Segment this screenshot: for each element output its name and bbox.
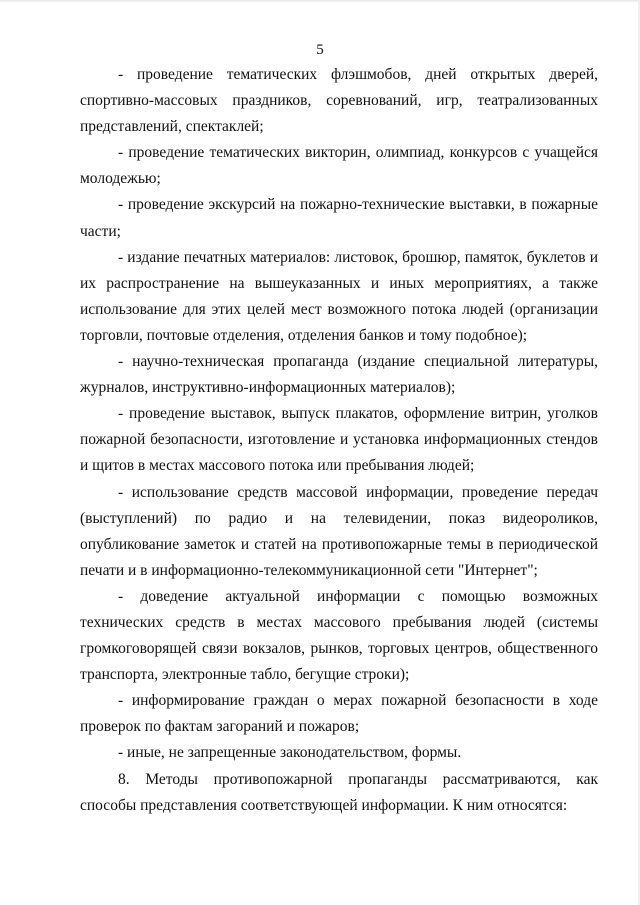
list-item-quizzes: - проведение тематических викторин, олимпиад, конкурсов с учащейся молодежью; bbox=[80, 144, 598, 188]
list-item-other-forms: - иные, не запрещенные законодательством, формы. bbox=[118, 744, 462, 762]
page-number: 5 bbox=[316, 42, 324, 58]
list-item-flashmobs: - проведение тематических флэшмобов, дней открытых дверей, спортивно-массовых праздников, соревнований, игр, театрализованных представлений, спектаклей; bbox=[80, 66, 598, 136]
list-item-exhibitions: - проведение выставок, выпуск плакатов, оформление витрин, уголков пожарной безопасности, изготовление и установка информационных стендов и щитов в местах массового потока или пребывания людей; bbox=[80, 405, 598, 475]
section-8-paragraph: 8. Методы противопожарной пропаганды рассматриваются, как способы представления соответствующей информации. К ним относятся: bbox=[80, 770, 598, 814]
document-body bbox=[80, 62, 598, 819]
list-item-mass-media: - использование средств массовой информации, проведение передач (выступлений) по радио и на телевидении, показ видеороликов, опубликование заметок и статей на противопожарные темы в периодической печати и в информационно-телекоммуникационной сети "Интернет"; bbox=[80, 483, 598, 579]
list-item-excursions: - проведение экскурсий на пожарно-технические выставки, в пожарные части; bbox=[80, 196, 598, 240]
scan-edge-top bbox=[0, 0, 640, 3]
list-item-printed-materials: - издание печатных материалов: листовок, брошюр, памяток, буклетов и их распространение на вышеуказанных и иных мероприятиях, а также использование для этих целей мест возможного потока людей (организации торговли, почтовые отделения, отделения банков и тому подобное); bbox=[80, 248, 598, 344]
list-item-informing-citizens: - информирование граждан о мерах пожарной безопасности в ходе проверок по фактам загораний и пожаров; bbox=[80, 692, 598, 736]
list-item-technical-means: - доведение актуальной информации с помощью возможных технических средств в местах массового пребывания людей (системы громкоговорящей связи вокзалов, рынков, торговых центров, общественного транспорта, электронные табло, бегущие строки); bbox=[80, 587, 598, 684]
list-item-scientific-propaganda: - научно-техническая пропаганда (издание специальной литературы, журналов, инструктивно-информационных материалов); bbox=[80, 353, 598, 397]
